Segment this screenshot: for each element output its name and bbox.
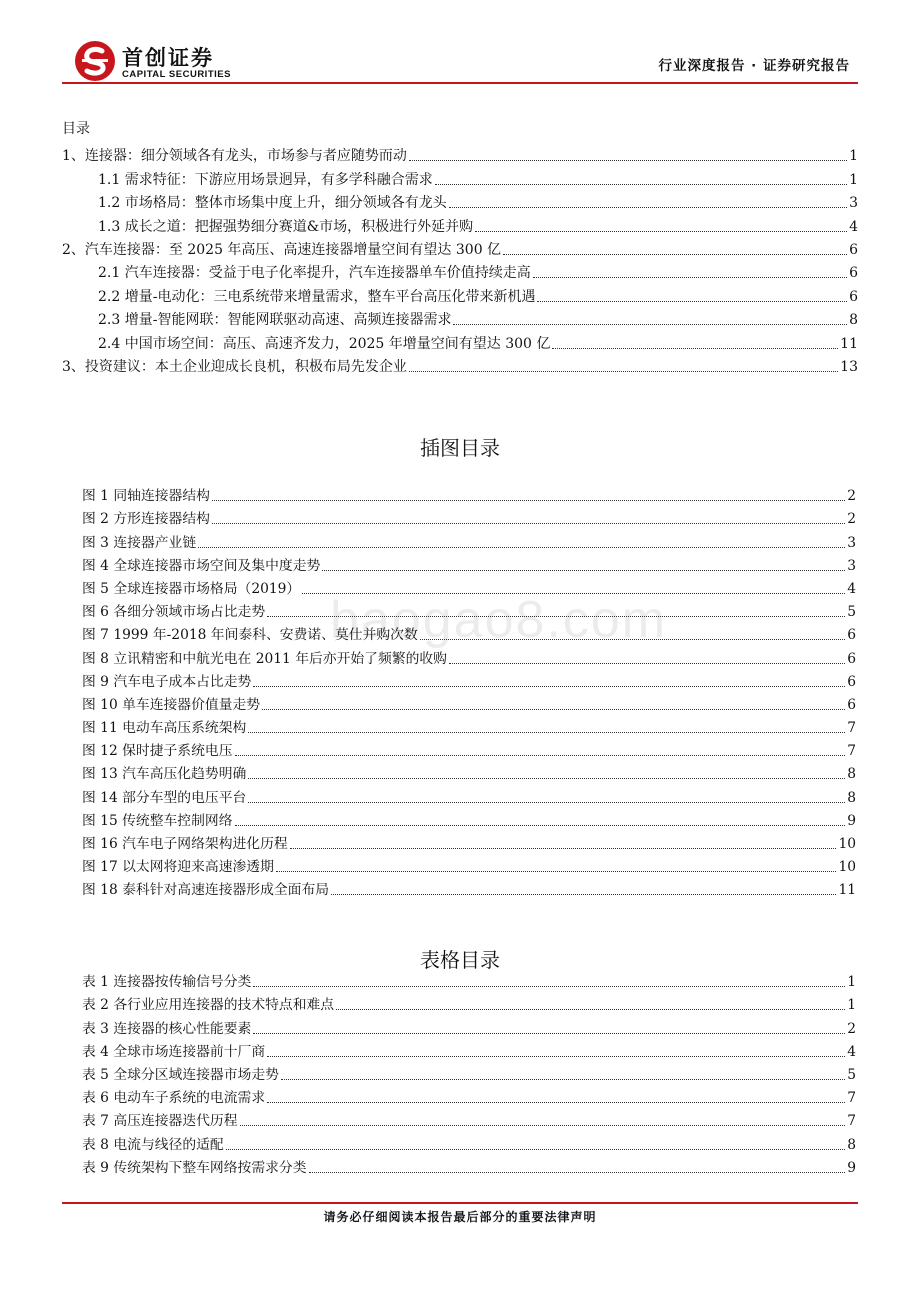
dot-leader [253, 986, 845, 987]
dot-leader [309, 1172, 846, 1173]
figure-entry[interactable] [82, 760, 856, 783]
figure-entry[interactable] [82, 505, 856, 528]
figure-entry[interactable] [82, 783, 856, 806]
figure-entry-label: 图 15 传统整车控制网络 [82, 812, 233, 829]
dot-leader [322, 570, 845, 571]
figure-entry-page: 6 [847, 650, 856, 667]
toc-title: 目录 [62, 121, 90, 137]
figure-entry-label: 图 12 保时捷子系统电压 [82, 743, 233, 760]
dot-leader [533, 277, 847, 278]
toc-entry[interactable] [62, 306, 858, 329]
dot-leader [453, 324, 847, 325]
figure-entry-label: 图 17 以太网将迎来高速渗透期 [82, 859, 274, 876]
toc-entry-label: 1.1 需求特征：下游应用场景迥异，有多学科融合需求 [98, 171, 433, 188]
table-entry[interactable] [82, 1084, 856, 1107]
table-entry-page: 2 [847, 1020, 856, 1037]
dot-leader [409, 371, 838, 372]
dot-leader [248, 778, 845, 779]
dot-leader [409, 160, 847, 161]
figure-entry-page: 6 [847, 696, 856, 713]
dot-leader [276, 871, 837, 872]
dot-leader [248, 802, 845, 803]
toc-entry[interactable] [62, 236, 858, 259]
figure-entry[interactable] [82, 482, 856, 505]
dot-leader [240, 1125, 846, 1126]
figure-entry[interactable] [82, 668, 856, 691]
toc-entry-label: 2.4 中国市场空间：高压、高速齐发力，2025 年增量空间有望达 300 亿 [98, 335, 551, 352]
toc-entry[interactable] [62, 212, 858, 235]
company-logo [74, 40, 274, 84]
table-entry-label: 表 3 连接器的核心性能要素 [82, 1020, 252, 1037]
table-entry-label: 表 9 传统架构下整车网络按需求分类 [82, 1159, 307, 1176]
figure-entry-page: 9 [847, 812, 856, 829]
table-entry-page: 8 [847, 1136, 856, 1153]
toc-entry-page: 8 [849, 312, 858, 329]
figure-entry-page: 4 [847, 580, 856, 597]
figure-entry-page: 11 [838, 882, 856, 899]
dot-leader [267, 616, 845, 617]
figure-entry-page: 3 [847, 557, 856, 574]
table-entry-page: 9 [847, 1159, 856, 1176]
table-entry-label: 表 4 全球市场连接器前十厂商 [82, 1043, 266, 1060]
logo-english-name: CAPITAL SECURITIES [122, 69, 231, 80]
figure-entry-page: 8 [847, 766, 856, 783]
table-entry[interactable] [82, 1061, 856, 1084]
figure-entry[interactable] [82, 737, 856, 760]
table-entry-page: 1 [847, 974, 856, 991]
figure-entry-label: 图 16 汽车电子网络架构进化历程 [82, 836, 288, 852]
table-entry[interactable] [82, 991, 856, 1014]
figure-entry-label: 图 9 汽车电子成本占比走势 [82, 673, 252, 690]
table-entry-label: 表 5 全球分区域连接器市场走势 [82, 1066, 279, 1083]
dot-leader [449, 207, 847, 208]
table-list-title: 表格目录 [420, 948, 500, 972]
table-list [82, 968, 856, 1177]
dot-leader [262, 709, 845, 710]
dot-leader [475, 231, 847, 232]
toc-entry-label: 2.2 增量-电动化：三电系统带来增量需求，整车平台高压化带来新机遇 [98, 288, 536, 305]
figure-entry[interactable] [82, 830, 856, 853]
dot-leader [212, 500, 845, 501]
table-entry[interactable] [82, 968, 856, 991]
figure-entry-label: 图 2 方形连接器结构 [82, 511, 210, 528]
dot-leader [226, 1149, 845, 1150]
figure-entry-label: 图 3 连接器产业链 [82, 534, 197, 551]
dot-leader [552, 348, 838, 349]
footer-divider [62, 1202, 858, 1204]
dot-leader [435, 184, 847, 185]
figure-entry-page: 8 [847, 789, 856, 806]
logo-chinese-name: 首创证券 [122, 46, 214, 70]
watermark: baogao8.com [330, 591, 668, 649]
toc-entry[interactable] [62, 259, 858, 282]
figure-entry-page: 6 [847, 627, 856, 644]
figure-entry[interactable] [82, 691, 856, 714]
table-entry[interactable] [82, 1038, 856, 1061]
dot-leader [267, 1102, 845, 1103]
toc-entry[interactable] [62, 353, 858, 376]
table-entry[interactable] [82, 1130, 856, 1153]
toc-entry-page: 1 [849, 148, 858, 165]
figure-entry[interactable] [82, 598, 856, 621]
toc-entry-page: 6 [849, 288, 858, 305]
toc-entry-label: 2.1 汽车连接器：受益于电子化率提升，汽车连接器单车价值持续走高 [98, 265, 531, 282]
figure-entry-label: 图 18 泰科针对高速连接器形成全面布局 [82, 882, 330, 899]
dot-leader [198, 547, 845, 548]
figure-entry-label: 图 4 全球连接器市场空间及集中度走势 [82, 557, 321, 574]
table-entry-page: 4 [847, 1043, 856, 1060]
toc-entry-page: 4 [849, 218, 858, 235]
figure-entry[interactable] [82, 575, 856, 598]
toc-entry[interactable] [62, 189, 858, 212]
table-entry[interactable] [82, 1154, 856, 1177]
toc-entry-label: 1.3 成长之道：把握强势细分赛道&市场，积极进行外延并购 [98, 218, 474, 235]
table-entry-label: 表 6 电动车子系统的电流需求 [82, 1090, 266, 1107]
toc-entry-page: 3 [849, 195, 858, 212]
dot-leader [235, 825, 846, 826]
header-divider [62, 82, 858, 84]
dot-leader [331, 894, 836, 895]
toc-entry[interactable] [62, 142, 858, 165]
figure-entry-page: 10 [838, 836, 856, 852]
figure-entry-page: 6 [847, 673, 856, 690]
dot-leader [290, 848, 837, 849]
toc-entry-page: 13 [840, 358, 858, 375]
toc-entry-label: 2.3 增量-智能网联：智能网联驱动高速、高频连接器需求 [98, 312, 452, 329]
table-entry-label: 表 7 高压连接器迭代历程 [82, 1113, 238, 1130]
figure-entry[interactable] [82, 876, 856, 899]
figure-entry-label: 图 11 电动车高压系统架构 [82, 720, 247, 737]
table-entry[interactable] [82, 1014, 856, 1037]
figure-entry-page: 7 [847, 743, 856, 760]
figure-entry-label: 图 5 全球连接器市场格局（2019） [82, 580, 301, 597]
figure-entry-label: 图 7 1999 年-2018 年间泰科、安费诺、莫仕并购次数 [82, 627, 418, 644]
table-entry[interactable] [82, 1107, 856, 1130]
dot-leader [281, 1079, 845, 1080]
figure-entry-label: 图 1 同轴连接器结构 [82, 488, 210, 505]
figure-entry-label: 图 14 部分车型的电压平台 [82, 789, 247, 806]
toc-entry-page: 1 [849, 171, 858, 188]
table-entry-label: 表 8 电流与线径的适配 [82, 1136, 224, 1153]
dot-leader [235, 755, 846, 756]
dot-leader [248, 732, 845, 733]
toc-entry-label: 1、连接器：细分领域各有龙头，市场参与者应随势而动 [62, 148, 407, 165]
figure-entry[interactable] [82, 853, 856, 876]
dot-leader [537, 301, 847, 302]
toc-entry-label: 1.2 市场格局：整体市场集中度上升，细分领域各有龙头 [98, 195, 447, 212]
figure-entry-page: 2 [847, 488, 856, 505]
figure-entry-page: 10 [838, 859, 856, 876]
table-entry-label: 表 1 连接器按传输信号分类 [82, 974, 252, 991]
figure-entry-page: 7 [847, 720, 856, 737]
figure-entry[interactable] [82, 552, 856, 575]
toc-entry[interactable] [62, 165, 858, 188]
report-type-label: 行业深度报告 · 证券研究报告 [658, 58, 850, 74]
dot-leader [212, 523, 845, 524]
figure-entry-label: 图 6 各细分领域市场占比走势 [82, 604, 266, 621]
dot-leader [302, 593, 845, 594]
figure-entry[interactable] [82, 621, 856, 644]
figure-entry[interactable] [82, 807, 856, 830]
toc-entry-page: 6 [849, 265, 858, 282]
figure-entry-label: 图 10 单车连接器价值量走势 [82, 696, 261, 713]
figure-list-title: 插图目录 [420, 436, 500, 460]
figure-entry-label: 图 8 立讯精密和中航光电在 2011 年后亦开始了频繁的收购 [82, 650, 447, 667]
figure-entry[interactable] [82, 528, 856, 551]
table-of-contents [62, 118, 858, 376]
table-entry-page: 7 [847, 1090, 856, 1107]
table-entry-page: 1 [847, 997, 856, 1014]
table-entry-page: 7 [847, 1113, 856, 1130]
dot-leader [336, 1009, 845, 1010]
figure-entry[interactable] [82, 714, 856, 737]
figure-entry-page: 3 [847, 534, 856, 551]
dot-leader [253, 686, 845, 687]
toc-entry-page: 6 [849, 241, 858, 258]
figure-entry-page: 2 [847, 511, 856, 528]
dot-leader [253, 1033, 845, 1034]
dot-leader [449, 663, 845, 664]
toc-entry-page: 11 [840, 335, 858, 352]
dot-leader [503, 254, 847, 255]
toc-entry[interactable] [62, 329, 858, 352]
legal-disclaimer: 请务必仔细阅读本报告最后部分的重要法律声明 [323, 1210, 597, 1224]
page-header [62, 34, 862, 84]
toc-entry[interactable] [62, 282, 858, 305]
figure-entry-page: 5 [847, 604, 856, 621]
figure-entry-label: 图 13 汽车高压化趋势明确 [82, 766, 247, 783]
figure-list [82, 482, 856, 899]
table-entry-page: 5 [847, 1066, 856, 1083]
capital-securities-logo-icon [74, 40, 116, 82]
dot-leader [420, 639, 845, 640]
figure-entry[interactable] [82, 644, 856, 667]
table-entry-label: 表 2 各行业应用连接器的技术特点和难点 [82, 997, 335, 1014]
toc-entry-label: 2、汽车连接器：至 2025 年高压、高速连接器增量空间有望达 300 亿 [62, 241, 502, 258]
dot-leader [267, 1056, 845, 1057]
toc-entry-label: 3、投资建议：本土企业迎成长良机，积极布局先发企业 [62, 358, 407, 375]
